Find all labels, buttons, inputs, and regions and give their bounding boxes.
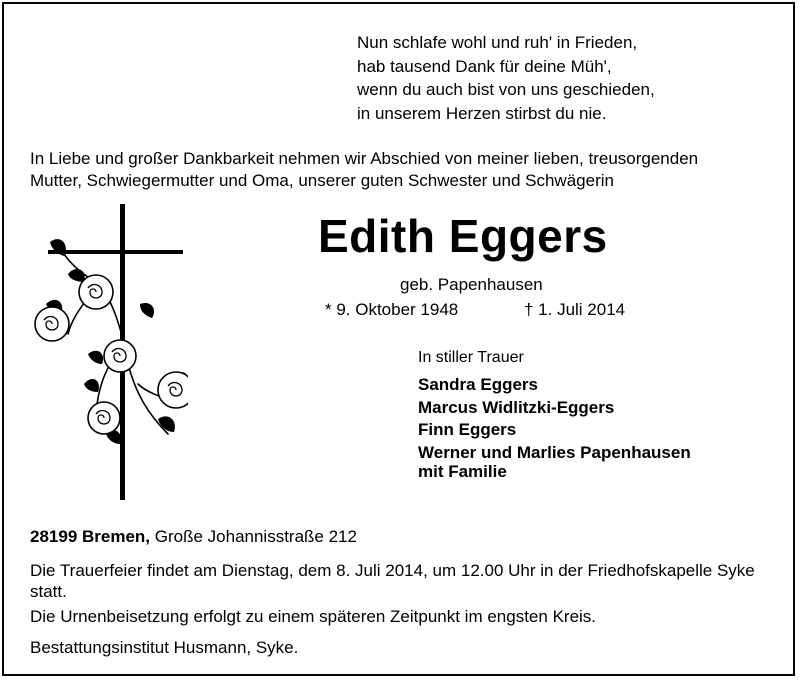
intro-text: [30, 148, 698, 192]
poem-line: wenn du auch bist von uns geschieden,: [357, 80, 655, 99]
address-street: Große Johannisstraße 212: [150, 527, 357, 546]
undertaker: Bestattungsinstitut Husmann, Syke.: [30, 638, 299, 657]
death-date: † 1. Juli 2014: [524, 300, 626, 319]
intro-line-2: Mutter, Schwiegermutter und Oma, unserer guten Schwester und Schwägerin: [30, 171, 614, 190]
poem-line: in unserem Herzen stirbst du nie.: [357, 103, 607, 123]
cross-with-roses-icon: [28, 204, 188, 504]
mourner-list: [418, 374, 691, 484]
poem-line: hab tausend Dank für deine Müh',: [357, 56, 612, 76]
birth-date: * 9. Oktober 1948: [325, 300, 459, 319]
mourning-label: In stiller Trauer: [418, 349, 524, 366]
intro-line-1: In Liebe und großer Dankbarkeit nehmen wir Abschied von meiner lieben, treusorgenden: [30, 149, 699, 168]
deceased-name: Edith Eggers: [318, 210, 608, 262]
mourner-name: Finn Eggers: [418, 420, 517, 439]
mourner-name: Marcus Widlitzki-Eggers: [418, 397, 615, 417]
mourner-name: mit Familie: [418, 462, 507, 481]
mourner-name: Werner und Marlies Papenhausen: [418, 442, 691, 462]
address: [30, 527, 357, 547]
poem-line: Nun schlafe wohl und ruh' in Frieden,: [357, 33, 638, 52]
address-city: 28199 Bremen,: [30, 527, 151, 546]
poem: [357, 31, 655, 125]
maiden-name: geb. Papenhausen: [400, 275, 543, 294]
mourner-name: Sandra Eggers: [418, 375, 538, 394]
funeral-info: Die Trauerfeier findet am Dienstag, dem 8. Juli 2014, um 12.00 Uhr in der Friedhofskapelle Syke statt.: [30, 561, 755, 601]
urn-info: Die Urnenbeisetzung erfolgt zu einem späteren Zeitpunkt im engsten Kreis.: [30, 607, 597, 626]
